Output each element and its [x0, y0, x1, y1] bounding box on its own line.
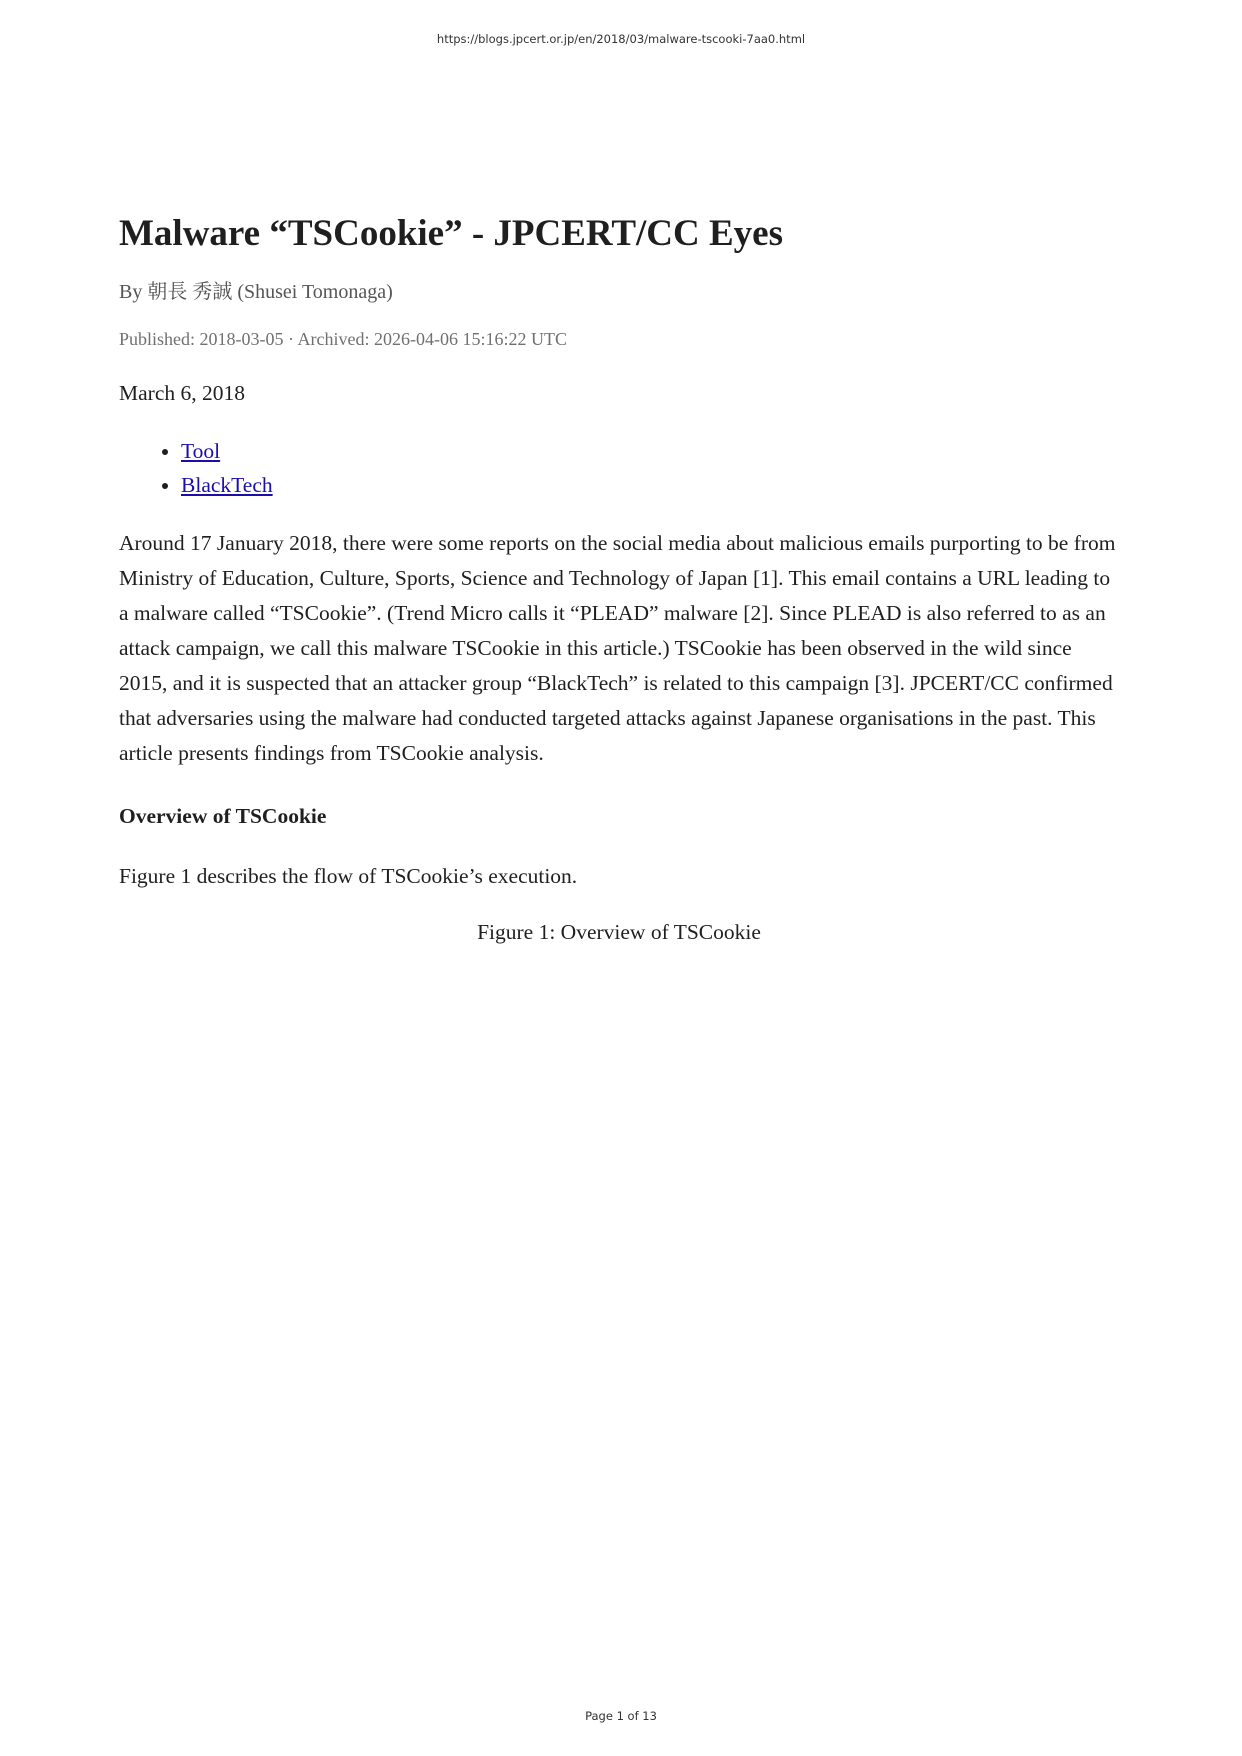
article-meta: Published: 2018-03-05 · Archived: 2026-04-06 15:16:22 UTC — [119, 329, 567, 349]
figure-caption: Figure 1: Overview of TSCookie — [477, 920, 761, 944]
tag-list — [119, 434, 1119, 502]
article-date: March 6, 2018 — [119, 381, 245, 405]
section-heading: Overview of TSCookie — [119, 804, 327, 828]
intro-paragraph: Around 17 January 2018, there were some reports on the social media about malicious emails purporting to be from Ministry of Education, Culture, Sports, Science and Technology of Japan [1]. This email contains a URL leading to a malware called “TSCookie”. (Trend Micro calls it “PLEAD” malware [2]. Since PLEAD is also referred to as an attack campaign, we call this malware TSCookie in this article.) TSCookie has been observed in the wild since 2015, and it is suspected that an attacker group “BlackTech” is related to this campaign [3]. JPCERT/CC confirmed that adversaries using the malware had conducted targeted attacks against Japanese organisations in the past. This article presents findings from TSCookie analysis. — [119, 531, 1116, 765]
article-title: Malware “TSCookie” - JPCERT/CC Eyes — [119, 213, 783, 254]
page-url-header: https://blogs.jpcert.or.jp/en/2018/03/malware-tscooki-7aa0.html — [436, 32, 806, 46]
tag-link-blacktech[interactable]: BlackTech — [181, 473, 273, 497]
tag-item — [181, 434, 1119, 468]
article-byline: By 朝長 秀誠 (Shusei Tomonaga) — [119, 281, 393, 303]
article — [119, 210, 1119, 947]
tag-link-tool[interactable]: Tool — [181, 439, 221, 463]
tag-item — [181, 468, 1119, 502]
section-paragraph: Figure 1 describes the flow of TSCookie’s execution. — [119, 864, 578, 888]
page-number-footer: Page 1 of 13 — [585, 1709, 657, 1723]
